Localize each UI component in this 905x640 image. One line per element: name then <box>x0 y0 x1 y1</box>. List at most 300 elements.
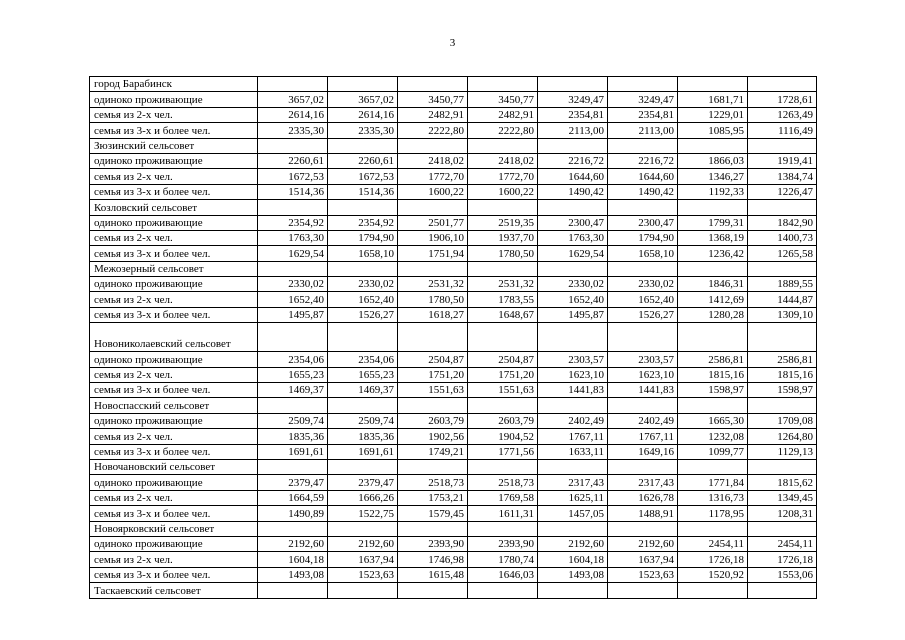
table-cell: 1658,10 <box>608 246 678 261</box>
table-cell: 1457,05 <box>538 506 608 521</box>
table-cell: 1264,80 <box>748 429 817 444</box>
table-row <box>90 200 817 215</box>
table-cell: 1600,22 <box>468 184 538 199</box>
table-cell: 2482,91 <box>468 107 538 122</box>
table-cell: 1400,73 <box>748 230 817 245</box>
table-cell: 1751,94 <box>398 246 468 261</box>
row-label: одиноко проживающие <box>90 277 258 292</box>
table-cell: 2501,77 <box>398 215 468 230</box>
table-cell: 1889,55 <box>748 277 817 292</box>
table-cell: 1842,90 <box>748 215 817 230</box>
table-cell: 1611,31 <box>468 506 538 521</box>
table-cell: 1637,94 <box>608 552 678 567</box>
table-cell: 2335,30 <box>328 123 398 138</box>
table-cell: 1726,18 <box>678 552 748 567</box>
table-cell: 1623,10 <box>538 367 608 382</box>
table-cell: 2192,60 <box>608 536 678 551</box>
row-label: одиноко проживающие <box>90 92 258 107</box>
table-cell: 1652,40 <box>538 292 608 307</box>
row-label: семья из 2-х чел. <box>90 107 258 122</box>
table-row <box>90 552 817 567</box>
table-cell: 3249,47 <box>608 92 678 107</box>
table-cell: 2113,00 <box>608 123 678 138</box>
table-cell: 1626,78 <box>608 490 678 505</box>
table-row <box>90 138 817 153</box>
table-cell <box>328 521 398 536</box>
table-cell: 2300,47 <box>538 215 608 230</box>
table-cell: 1444,87 <box>748 292 817 307</box>
table-cell: 1644,60 <box>608 169 678 184</box>
table-cell: 1490,42 <box>538 184 608 199</box>
table-cell: 2518,73 <box>468 475 538 490</box>
table-cell <box>538 459 608 474</box>
table-cell: 2504,87 <box>398 352 468 367</box>
row-label: Новоспасский сельсовет <box>90 398 258 413</box>
row-label: семья из 2-х чел. <box>90 490 258 505</box>
table-row <box>90 475 817 490</box>
table-cell: 1906,10 <box>398 230 468 245</box>
table-cell <box>678 261 748 276</box>
table-cell <box>328 459 398 474</box>
table-cell: 2504,87 <box>468 352 538 367</box>
table-cell: 1526,27 <box>608 307 678 322</box>
row-label: Новониколаевский сельсовет <box>90 323 258 352</box>
table-cell: 1514,36 <box>258 184 328 199</box>
table-row <box>90 107 817 122</box>
row-label: семья из 2-х чел. <box>90 552 258 567</box>
table-row <box>90 123 817 138</box>
table-row <box>90 230 817 245</box>
table-cell <box>748 138 817 153</box>
table-cell <box>748 323 817 352</box>
table-cell: 1368,19 <box>678 230 748 245</box>
table-cell: 1551,63 <box>398 383 468 398</box>
table-cell: 1665,30 <box>678 413 748 428</box>
table-cell: 2330,02 <box>608 277 678 292</box>
table-row <box>90 383 817 398</box>
table-cell: 1280,28 <box>678 307 748 322</box>
table-row <box>90 169 817 184</box>
table-row <box>90 92 817 107</box>
table-cell: 1598,97 <box>678 383 748 398</box>
table-row <box>90 292 817 307</box>
table-cell: 1604,18 <box>538 552 608 567</box>
table-cell: 1192,33 <box>678 184 748 199</box>
table-cell: 1763,30 <box>538 230 608 245</box>
table-cell <box>608 138 678 153</box>
table-cell: 1751,20 <box>398 367 468 382</box>
table-cell: 1648,67 <box>468 307 538 322</box>
table-cell <box>538 138 608 153</box>
table-cell <box>328 138 398 153</box>
table-cell <box>258 459 328 474</box>
table-cell: 1937,70 <box>468 230 538 245</box>
table-cell: 1178,95 <box>678 506 748 521</box>
table-cell <box>328 77 398 92</box>
row-label: семья из 2-х чел. <box>90 429 258 444</box>
table-cell: 1346,27 <box>678 169 748 184</box>
table-cell: 1316,73 <box>678 490 748 505</box>
table-cell: 1652,40 <box>328 292 398 307</box>
table-cell <box>468 583 538 598</box>
table-cell: 2354,81 <box>538 107 608 122</box>
table-cell: 1772,70 <box>398 169 468 184</box>
table-cell: 2454,11 <box>678 536 748 551</box>
table-cell: 1746,98 <box>398 552 468 567</box>
table-row <box>90 536 817 551</box>
table-cell: 1384,74 <box>748 169 817 184</box>
table-cell: 3450,77 <box>398 92 468 107</box>
table-cell: 2614,16 <box>328 107 398 122</box>
table-cell: 1751,20 <box>468 367 538 382</box>
row-label: Таскаевский сельсовет <box>90 583 258 598</box>
table-cell: 1629,54 <box>258 246 328 261</box>
table-cell: 1625,11 <box>538 490 608 505</box>
table-cell <box>258 323 328 352</box>
table-cell: 2393,90 <box>398 536 468 551</box>
table-cell <box>398 77 468 92</box>
table-cell: 2418,02 <box>398 153 468 168</box>
table-cell <box>398 459 468 474</box>
table-cell: 1780,74 <box>468 552 538 567</box>
table-cell: 2454,11 <box>748 536 817 551</box>
table-cell: 1309,10 <box>748 307 817 322</box>
table-cell: 2354,92 <box>328 215 398 230</box>
table-cell: 1794,90 <box>328 230 398 245</box>
table-cell: 1263,49 <box>748 107 817 122</box>
table-row <box>90 367 817 382</box>
table-cell <box>398 583 468 598</box>
table-cell: 1600,22 <box>398 184 468 199</box>
table-row <box>90 77 817 92</box>
table-row <box>90 323 817 352</box>
row-label: семья из 3-х и более чел. <box>90 184 258 199</box>
table-cell: 1629,54 <box>538 246 608 261</box>
table-cell: 1866,03 <box>678 153 748 168</box>
table-cell <box>258 261 328 276</box>
table-cell: 1226,47 <box>748 184 817 199</box>
table-cell: 1526,27 <box>328 307 398 322</box>
table-row <box>90 398 817 413</box>
table-cell: 1783,55 <box>468 292 538 307</box>
table-cell: 1749,21 <box>398 444 468 459</box>
table-cell <box>468 138 538 153</box>
table-row <box>90 153 817 168</box>
table-cell: 1523,63 <box>608 567 678 582</box>
table-cell <box>608 521 678 536</box>
table-cell: 2222,80 <box>468 123 538 138</box>
table-cell: 1769,58 <box>468 490 538 505</box>
row-label: одиноко проживающие <box>90 215 258 230</box>
table-cell <box>398 138 468 153</box>
table-row <box>90 352 817 367</box>
table-cell <box>328 323 398 352</box>
table-cell: 1780,50 <box>398 292 468 307</box>
table-row <box>90 184 817 199</box>
table-cell: 1794,90 <box>608 230 678 245</box>
table-cell: 1523,63 <box>328 567 398 582</box>
page-number: 3 <box>449 37 456 49</box>
table-cell: 1772,70 <box>468 169 538 184</box>
table-cell <box>538 521 608 536</box>
table-cell <box>748 77 817 92</box>
table-cell: 1644,60 <box>538 169 608 184</box>
table-cell: 1514,36 <box>328 184 398 199</box>
table-cell: 2335,30 <box>258 123 328 138</box>
table-cell: 1726,18 <box>748 552 817 567</box>
table-cell: 2509,74 <box>328 413 398 428</box>
table-row <box>90 459 817 474</box>
table-cell: 1709,08 <box>748 413 817 428</box>
table-cell: 1649,16 <box>608 444 678 459</box>
table-cell: 1236,42 <box>678 246 748 261</box>
table-cell: 1666,26 <box>328 490 398 505</box>
table-cell: 1691,61 <box>258 444 328 459</box>
table-cell: 1672,53 <box>258 169 328 184</box>
table-cell: 2303,57 <box>538 352 608 367</box>
row-label: семья из 2-х чел. <box>90 169 258 184</box>
table-cell: 3657,02 <box>258 92 328 107</box>
table-cell: 1835,36 <box>258 429 328 444</box>
table-cell <box>258 200 328 215</box>
table-cell: 1904,52 <box>468 429 538 444</box>
table-cell <box>678 323 748 352</box>
row-label: семья из 2-х чел. <box>90 292 258 307</box>
table-cell: 1469,37 <box>258 383 328 398</box>
table-cell <box>398 323 468 352</box>
table-cell: 2482,91 <box>398 107 468 122</box>
table-cell <box>608 261 678 276</box>
table-cell <box>608 398 678 413</box>
table-cell: 2192,60 <box>328 536 398 551</box>
table-cell: 2216,72 <box>608 153 678 168</box>
table-cell: 1579,45 <box>398 506 468 521</box>
table-row <box>90 583 817 598</box>
table-cell: 2260,61 <box>258 153 328 168</box>
table-cell: 1763,30 <box>258 230 328 245</box>
table-cell: 1553,06 <box>748 567 817 582</box>
row-label: Межозерный сельсовет <box>90 261 258 276</box>
table-cell <box>468 521 538 536</box>
table-cell: 1672,53 <box>328 169 398 184</box>
table-cell: 1265,58 <box>748 246 817 261</box>
table-cell <box>608 323 678 352</box>
table-cell: 1835,36 <box>328 429 398 444</box>
table-cell <box>538 261 608 276</box>
table-cell: 1229,01 <box>678 107 748 122</box>
table-cell: 2303,57 <box>608 352 678 367</box>
table-cell: 1349,45 <box>748 490 817 505</box>
table-cell: 1637,94 <box>328 552 398 567</box>
table-cell: 1495,87 <box>258 307 328 322</box>
table-cell: 2531,32 <box>398 277 468 292</box>
table-cell <box>398 200 468 215</box>
table-cell: 2531,32 <box>468 277 538 292</box>
table-cell: 2354,06 <box>328 352 398 367</box>
table-cell <box>748 583 817 598</box>
table-cell: 2509,74 <box>258 413 328 428</box>
table-cell: 1085,95 <box>678 123 748 138</box>
table-cell: 1208,31 <box>748 506 817 521</box>
table-cell <box>538 200 608 215</box>
table-cell <box>328 200 398 215</box>
table-cell <box>748 261 817 276</box>
table-cell: 1658,10 <box>328 246 398 261</box>
table-row <box>90 413 817 428</box>
table-cell: 2379,47 <box>328 475 398 490</box>
table-row <box>90 277 817 292</box>
table-cell: 2603,79 <box>468 413 538 428</box>
table-cell: 1919,41 <box>748 153 817 168</box>
table-cell: 1490,42 <box>608 184 678 199</box>
table-row <box>90 506 817 521</box>
table-cell: 2402,49 <box>538 413 608 428</box>
row-label: семья из 3-х и более чел. <box>90 567 258 582</box>
table-cell <box>258 583 328 598</box>
table-cell <box>328 398 398 413</box>
table-cell: 3450,77 <box>468 92 538 107</box>
table-cell: 1520,92 <box>678 567 748 582</box>
table-cell: 1469,37 <box>328 383 398 398</box>
table-cell: 2330,02 <box>328 277 398 292</box>
table-cell: 1815,16 <box>748 367 817 382</box>
table-cell: 1493,08 <box>258 567 328 582</box>
row-label: Новочановский сельсовет <box>90 459 258 474</box>
table-cell: 2330,02 <box>258 277 328 292</box>
table-cell: 2222,80 <box>398 123 468 138</box>
table-cell: 2614,16 <box>258 107 328 122</box>
table-cell <box>608 77 678 92</box>
table-cell: 2402,49 <box>608 413 678 428</box>
table-cell <box>608 459 678 474</box>
table-cell: 2260,61 <box>328 153 398 168</box>
table-cell <box>748 521 817 536</box>
row-label: семья из 3-х и более чел. <box>90 444 258 459</box>
table-cell <box>678 521 748 536</box>
table-cell: 1691,61 <box>328 444 398 459</box>
table-cell: 1771,56 <box>468 444 538 459</box>
table-cell: 2354,06 <box>258 352 328 367</box>
table-cell: 1604,18 <box>258 552 328 567</box>
table-cell: 2192,60 <box>538 536 608 551</box>
table-cell <box>468 323 538 352</box>
table-row <box>90 307 817 322</box>
table-cell <box>538 323 608 352</box>
table-cell <box>748 398 817 413</box>
table-cell: 1232,08 <box>678 429 748 444</box>
row-label: Козловский сельсовет <box>90 200 258 215</box>
row-label: семья из 3-х и более чел. <box>90 123 258 138</box>
table-cell: 1598,97 <box>748 383 817 398</box>
table-cell: 1099,77 <box>678 444 748 459</box>
table-cell: 1633,11 <box>538 444 608 459</box>
row-label: семья из 3-х и более чел. <box>90 246 258 261</box>
table-cell <box>258 138 328 153</box>
table-row <box>90 567 817 582</box>
table-cell: 2330,02 <box>538 277 608 292</box>
table-cell: 1902,56 <box>398 429 468 444</box>
table-cell: 1664,59 <box>258 490 328 505</box>
table-cell: 1116,49 <box>748 123 817 138</box>
row-label: семья из 3-х и более чел. <box>90 383 258 398</box>
table-cell: 1493,08 <box>538 567 608 582</box>
table-cell: 1490,89 <box>258 506 328 521</box>
table-cell: 1771,84 <box>678 475 748 490</box>
row-label: Новоярковский сельсовет <box>90 521 258 536</box>
table-cell: 1495,87 <box>538 307 608 322</box>
table-cell: 1652,40 <box>608 292 678 307</box>
table-cell: 1441,83 <box>538 383 608 398</box>
table-cell: 1681,71 <box>678 92 748 107</box>
table-cell <box>468 261 538 276</box>
table-cell: 1655,23 <box>258 367 328 382</box>
table-cell <box>678 398 748 413</box>
table-cell <box>608 200 678 215</box>
table-cell: 1815,62 <box>748 475 817 490</box>
table-cell: 1551,63 <box>468 383 538 398</box>
table-cell <box>398 521 468 536</box>
table-cell <box>328 583 398 598</box>
table-cell <box>678 459 748 474</box>
table-cell <box>258 521 328 536</box>
row-label: город Барабинск <box>90 77 258 92</box>
table-cell <box>468 200 538 215</box>
row-label: одиноко проживающие <box>90 413 258 428</box>
table-cell <box>328 261 398 276</box>
table-cell: 2519,35 <box>468 215 538 230</box>
table-cell <box>748 459 817 474</box>
table-cell <box>538 398 608 413</box>
row-label: семья из 3-х и более чел. <box>90 506 258 521</box>
row-label: одиноко проживающие <box>90 475 258 490</box>
table-cell: 1780,50 <box>468 246 538 261</box>
table-cell: 1129,13 <box>748 444 817 459</box>
table-cell: 1618,27 <box>398 307 468 322</box>
table-cell <box>538 583 608 598</box>
tariff-table <box>89 76 817 599</box>
table-cell: 1623,10 <box>608 367 678 382</box>
table-cell: 2192,60 <box>258 536 328 551</box>
table-cell: 2317,43 <box>608 475 678 490</box>
table-cell: 1522,75 <box>328 506 398 521</box>
table-cell <box>608 583 678 598</box>
table-cell: 1799,31 <box>678 215 748 230</box>
table-cell: 1767,11 <box>538 429 608 444</box>
table-cell: 2354,81 <box>608 107 678 122</box>
row-label: одиноко проживающие <box>90 352 258 367</box>
table-cell <box>678 77 748 92</box>
table-cell: 1646,03 <box>468 567 538 582</box>
table-row <box>90 429 817 444</box>
row-label: семья из 3-х и более чел. <box>90 307 258 322</box>
table-cell <box>468 77 538 92</box>
row-label: одиноко проживающие <box>90 153 258 168</box>
table-cell <box>398 261 468 276</box>
row-label: семья из 2-х чел. <box>90 230 258 245</box>
table-cell: 1412,69 <box>678 292 748 307</box>
table-cell <box>678 138 748 153</box>
table-cell <box>678 200 748 215</box>
table-cell <box>538 77 608 92</box>
table-cell: 2518,73 <box>398 475 468 490</box>
row-label: одиноко проживающие <box>90 536 258 551</box>
table-cell: 1655,23 <box>328 367 398 382</box>
table-cell: 2317,43 <box>538 475 608 490</box>
table-cell: 2586,81 <box>678 352 748 367</box>
table-cell: 1728,61 <box>748 92 817 107</box>
table-row <box>90 444 817 459</box>
table-cell <box>258 398 328 413</box>
